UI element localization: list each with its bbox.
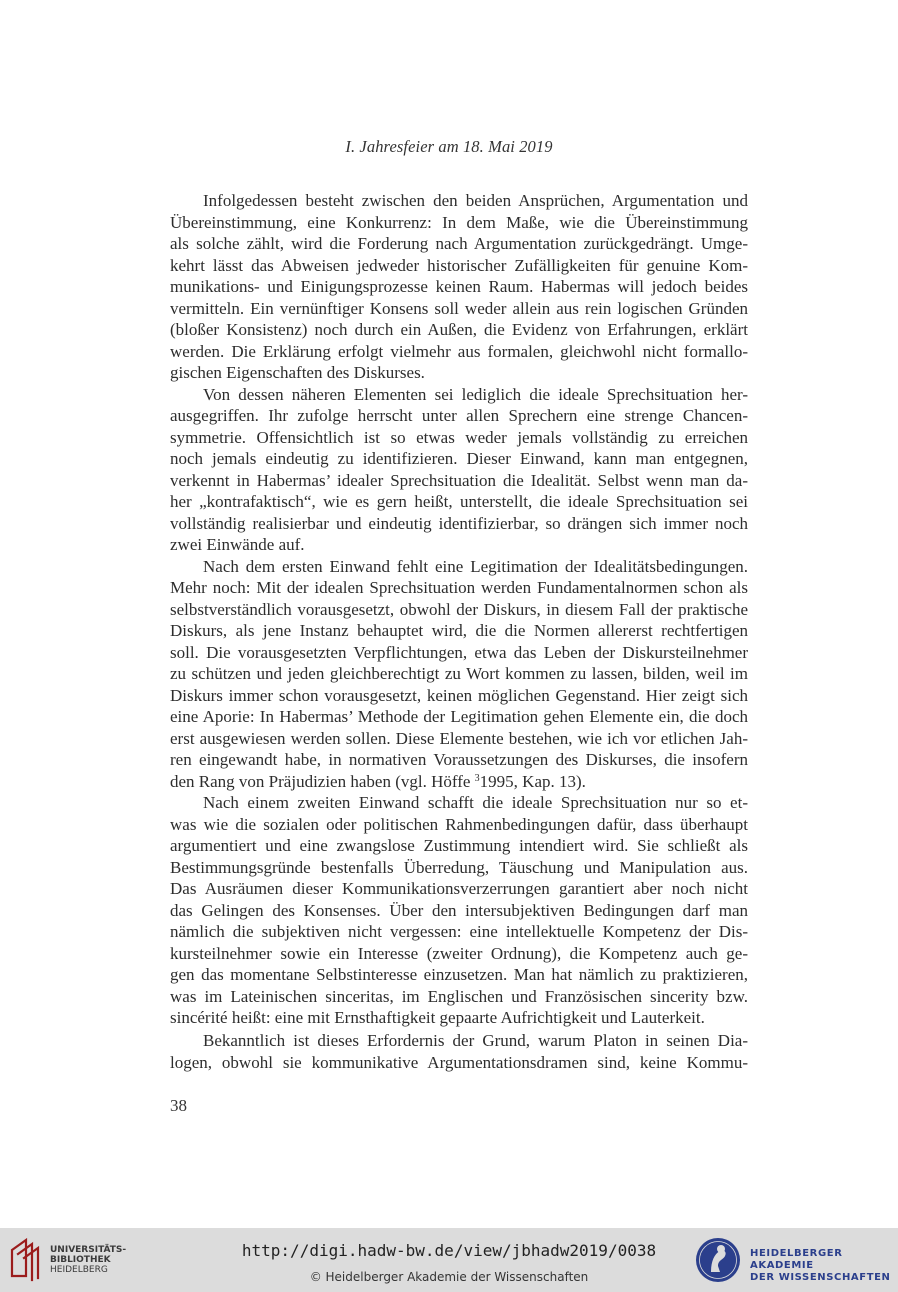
text-line: eine Aporie: In Habermas’ Methode der Legitimation gehen Elemente ein, die doch bbox=[170, 707, 748, 726]
text-line: zu schützen und jeden gleichberechtigt zu Wort kommen zu lassen, bilden, weil im bbox=[170, 664, 748, 683]
text-line: Nach dem ersten Einwand fehlt eine Legitimation der Idealitätsbedingungen. bbox=[203, 556, 748, 576]
text-line: Übereinstimmung, eine Konkurrenz: In dem Maße, wie die Übereinstimmung bbox=[170, 212, 748, 232]
text-line: gischen Eigenschaften des Diskurses. bbox=[170, 363, 425, 382]
text-line: als solche zählt, wird die Forderung nach Argumentation zurückgedrängt. Umge- bbox=[170, 234, 748, 253]
text-line: Das Ausräumen dieser Kommunikationsverzerrungen garantiert aber noch nicht bbox=[170, 879, 748, 898]
copyright-notice: © Heidelberger Akademie der Wissenschaften bbox=[309, 1270, 589, 1284]
text-line: symmetrie. Offensichtlich ist so etwas weder jemals vollständig zu erreichen bbox=[170, 427, 748, 447]
text-line: soll. Die vorausgesetzten Verpflichtungen, etwa das Leben der Diskursteilnehmer bbox=[170, 642, 748, 662]
text-line: argumentiert und eine zwangslose Zustimmung intendiert wird. Sie schließt als bbox=[170, 836, 748, 855]
text-line: gen das momentane Selbstinteresse einzusetzen. Man hat nämlich zu praktizieren, bbox=[170, 965, 748, 984]
text-line: ren eingewandt habe, in normativen Voraussetzungen des Diskurses, die insofern bbox=[170, 750, 748, 769]
text-line: das Gelingen des Konsenses. Über den intersubjektiven Bedingungen darf man bbox=[170, 900, 748, 920]
text-line: erst ausgewiesen werden sollen. Diese Elemente bestehen, wie ich vor etlichen Jah- bbox=[170, 728, 748, 748]
text-line: logen, obwohl sie kommunikative Argumentationsdramen sind, keine Kommu- bbox=[170, 1052, 748, 1072]
text-line: Bekanntlich ist dieses Erfordernis der Grund, warum Platon in seinen Dia- bbox=[203, 1031, 748, 1050]
text-line: verkennt in Habermas’ idealer Sprechsituation die Idealität. Selbst wenn man da- bbox=[170, 470, 748, 490]
text-line: ausgegriffen. Ihr zufolge herrscht unter allen Sprechern eine strenge Chancen- bbox=[170, 406, 748, 425]
text-line: Von dessen näheren Elementen sei lediglich die ideale Sprechsituation her- bbox=[203, 384, 748, 404]
text-line: munikations- und Einigungsprozesse keinen Raum. Habermas will jedoch beides bbox=[170, 277, 748, 296]
citation-superscript: 3 bbox=[474, 772, 480, 784]
text-line: Diskurs immer schon vorausgesetzt, keinen möglichen Gegenstand. Hier zeigt sich bbox=[170, 685, 748, 705]
permalink-url[interactable]: http://digi.hadw-bw.de/view/jbhadw2019/0038 bbox=[241, 1241, 657, 1260]
text-line: was wie die sozialen oder politischen Rahmenbedingungen dafür, dass überhaupt bbox=[170, 814, 748, 834]
academy-name: HEIDELBERGER AKADEMIE DER WISSENSCHAFTEN bbox=[750, 1248, 891, 1283]
viewer-footer-bar bbox=[0, 1228, 898, 1292]
citation-tail: 1995, Kap. 13). bbox=[479, 771, 586, 791]
text-line: Bestimmungsgründe bestenfalls Überredung, Täuschung und Manipulation aus. bbox=[170, 857, 748, 877]
page-number: 38 bbox=[170, 1096, 187, 1115]
text-line: vollständig realisierbar und eindeutig identifizierbar, so drängen sich immer noch bbox=[170, 513, 748, 533]
text-line: kursteilnehmer sowie ein Interesse (zweiter Ordnung), die Kompetenz auch ge- bbox=[170, 943, 748, 963]
library-name: UNIVERSITÄTS- BIBLIOTHEK HEIDELBERG bbox=[50, 1245, 127, 1275]
text-line: Diskurs, als jene Instanz behauptet wird, die die Normen allererst rechtfertigen bbox=[170, 621, 748, 640]
text-line: werden. Die Erklärung erfolgt vielmehr aus formalen, gleichwohl nicht formallo- bbox=[170, 341, 748, 361]
text-line: noch jemals eindeutig zu identifizieren. Dieser Einwand, kann man entgegnen, bbox=[170, 449, 748, 468]
text-line: selbstverständlich vorausgesetzt, obwohl der Diskurs, in diesem Fall der praktische bbox=[170, 599, 748, 619]
text-line: kehrt lässt das Abweisen jedweder historischer Zufälligkeiten für genuine Kom- bbox=[170, 255, 748, 275]
text-line: vermitteln. Ein vernünftiger Konsens soll weder allein aus rein logischen Gründen bbox=[170, 298, 748, 318]
text-line: zwei Einwände auf. bbox=[170, 535, 305, 554]
running-head: I. Jahresfeier am 18. Mai 2019 bbox=[345, 137, 553, 156]
hadw-seal-logo-icon[interactable] bbox=[694, 1236, 742, 1284]
citation-text: den Rang von Präjudizien haben (vgl. Höffe bbox=[170, 771, 475, 791]
text-line: her „kontrafaktisch“, wie es gern heißt, unterstellt, die ideale Sprechsituation sei bbox=[170, 492, 748, 511]
text-line: Mehr noch: Mit der idealen Sprechsituation werden Fundamentalnormen schon als bbox=[170, 578, 748, 597]
text-line: nämlich die subjektiven nicht vergessen: eine intellektuelle Kompetenz der Dis- bbox=[170, 922, 748, 941]
text-line: (bloßer Konsistenz) noch durch ein Außen, die Evidenz von Erfahrungen, erklärt bbox=[170, 320, 748, 339]
text-line: Infolgedessen besteht zwischen den beiden Ansprüchen, Argumentation und bbox=[203, 191, 748, 210]
text-line: sincérité heißt: eine mit Ernsthaftigkeit gepaarte Aufrichtigkeit und Lauterkeit. bbox=[170, 1008, 705, 1027]
text-line: Nach einem zweiten Einwand schafft die ideale Sprechsituation nur so et- bbox=[203, 793, 748, 812]
text-line-with-citation bbox=[170, 771, 748, 793]
text-line: was im Lateinischen sinceritas, im Englischen und Französischen sincerity bzw. bbox=[170, 986, 748, 1006]
